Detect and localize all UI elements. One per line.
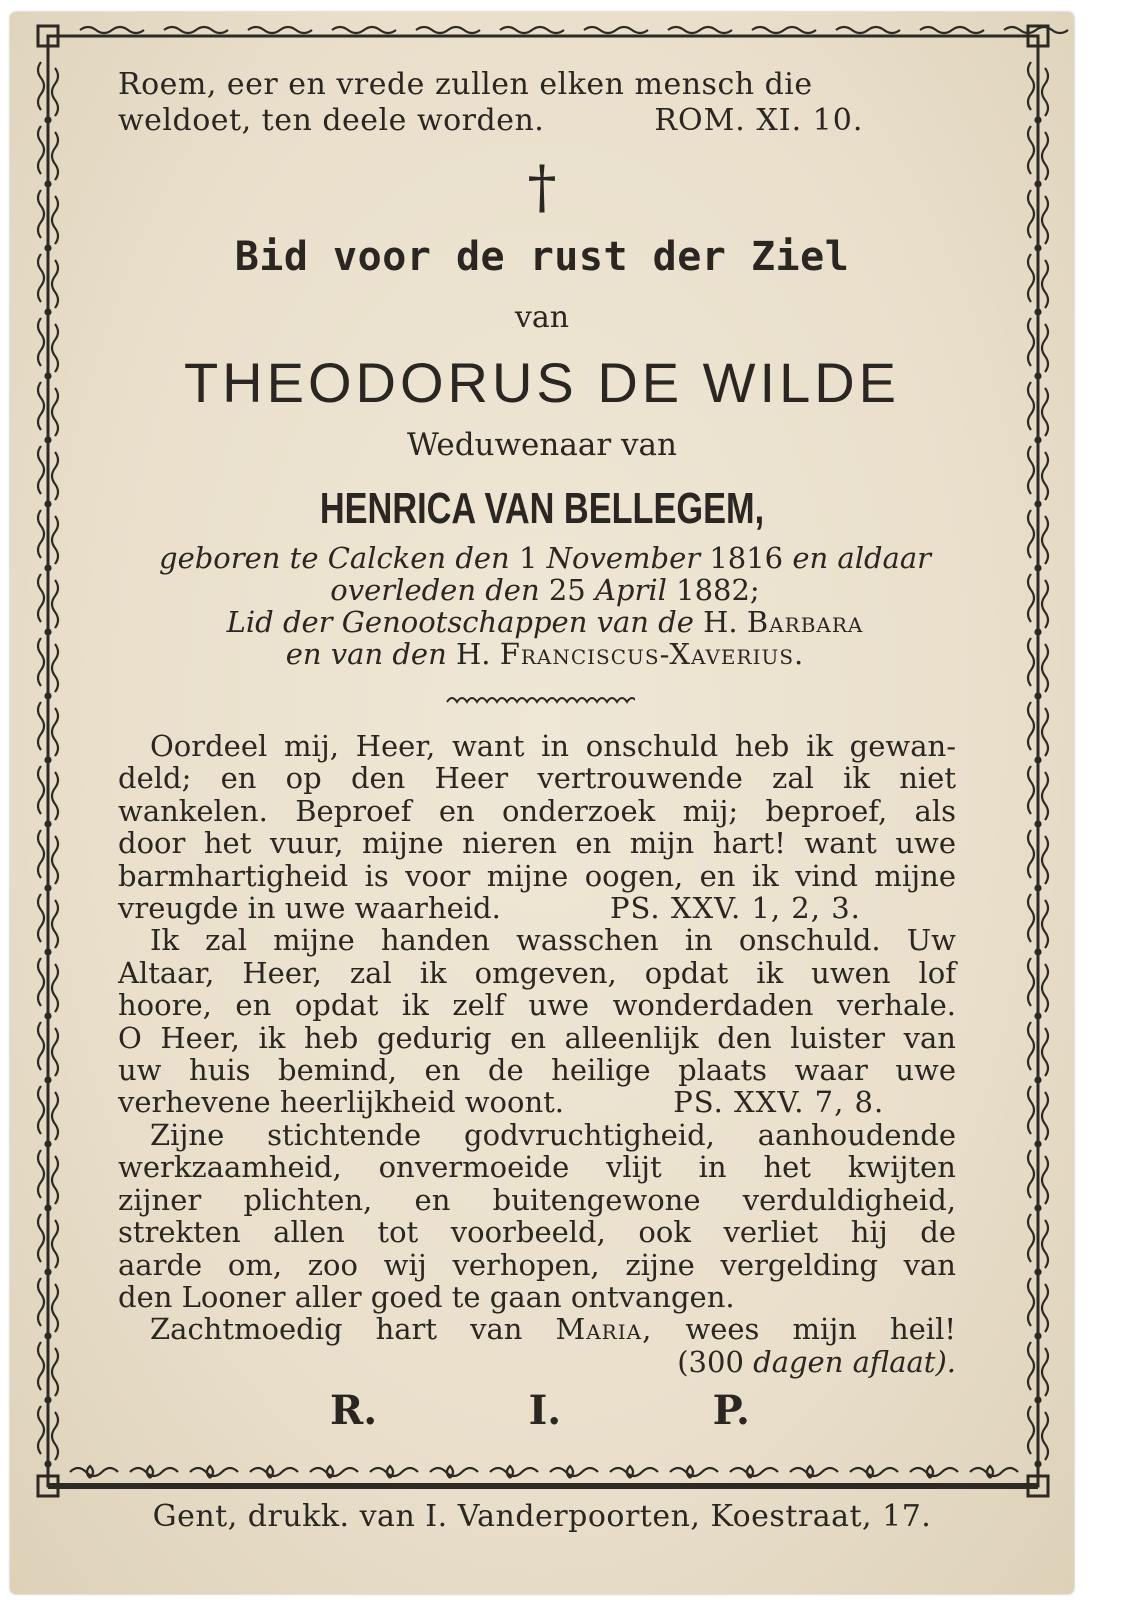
born-year: 1816 [709,541,784,575]
psalm-line: Altaar, Heer, zal ik omgeven, opdat ik uwen lof [118,955,956,990]
psalm-line: uw huis bemind, en de heilige plaats waar uwe [118,1053,956,1088]
printer-imprint: Gent, drukk. van I. Vanderpoorten, Koestraat, 17. [152,1499,932,1534]
saint1-name: Barbara [746,605,864,639]
died-prefix: overleden den [330,573,540,607]
border-ornament [38,510,44,558]
psalm-line: deld; en op den Heer vertrouwende zal ik niet [118,761,956,796]
prayer-heading: Bid voor de rust der Ziel [234,234,850,280]
border-ornament [38,1406,44,1454]
psalm-line: Oordeel mij, Heer, want in onschuld heb ik gewan- [150,729,956,763]
border-ornament [38,1086,44,1134]
border-ornament [1042,1220,1048,1268]
epigraph-reference: ROM. XI. 10. [654,103,864,138]
born-day: 1 [518,541,538,575]
prayer-name: Maria, [555,1312,653,1347]
border-ornament [52,644,58,692]
border-ornament [52,964,58,1012]
border-ornament [38,1278,44,1326]
born-month: November [546,541,701,575]
border-ornament [38,958,44,1006]
border-ornament [52,1092,58,1140]
psalm-line: Ik zal mijne handen wasschen in onschuld. Uw [150,923,956,958]
epigraph-line-2: weldoet, ten deele worden. [118,103,545,138]
psalm-reference-1: PS. XXV. 1, 2, 3. [610,891,861,926]
indulgence-line [118,1346,956,1378]
wave-divider-icon [445,692,635,708]
border-ornament [1042,644,1048,692]
indulgence-number: (300 [677,1344,744,1379]
tribute-line: aarde om, zoo wij verhopen, zijne vergelding van [118,1247,956,1282]
border-ornament [1042,1028,1048,1076]
border-ornament [1028,830,1034,878]
psalm-text [118,730,956,1378]
border-ornament [332,27,396,33]
tribute-line: werkzaamheid, onvermoeide vlijt in het kwijten [118,1150,956,1185]
van-line: van [514,300,570,335]
border-ornament [668,27,732,33]
border-ornament [52,1028,58,1076]
member-prefix: Lid der Genootschappen van de [226,605,694,639]
psalm-line: vreugde in uwe waarheid. [118,891,501,926]
deceased-name: THEODORUS DE WILDE [183,351,901,414]
border-ornament [1028,1086,1034,1134]
border-ornament [38,62,44,110]
epigraph [118,67,968,139]
border-ornament [1028,958,1034,1006]
border-ornament [38,1150,44,1198]
border-ornament [1042,516,1048,564]
border-ornament [1028,1342,1034,1390]
psalm-reference-2: PS. XXV. 7, 8. [673,1085,885,1120]
psalm-line: barmhartigheid is voor mijne oogen, en ik vind mijne [118,858,956,893]
border-ornament [52,772,58,820]
border-ornament [1028,702,1034,750]
born-suffix: en aldaar [792,541,931,575]
and-prefix: en van den [285,637,447,671]
border-ornament [52,1348,58,1396]
border-ornament [38,1022,44,1070]
border-ornament [38,766,44,814]
border-ornament [248,27,312,33]
tribute-line: zijner plichten, en buitengewone verduldigheid, [118,1182,956,1217]
border-ornament [52,1156,58,1204]
border-ornament [1028,638,1034,686]
psalm-line: O Heer, ik heb gedurig en alleenlijk den luister van [118,1020,956,1055]
border-ornament [1028,1278,1034,1326]
prayer-suffix: wees mijn heil! [685,1312,957,1347]
psalm-line: hoore, en opdat ik zelf uwe wonderdaden verhale. [118,988,956,1023]
saint2-title: H. [455,637,491,671]
border-ornament [164,27,228,33]
border-ornament [1028,1022,1034,1070]
rip-letter: R. [330,1387,378,1434]
border-ornament [52,900,58,948]
border-ornament [1042,836,1048,884]
border-ornament [1042,1284,1048,1332]
border-ornament [38,1342,44,1390]
prayer-line [118,1313,956,1345]
border-ornament [1028,62,1034,110]
border-ornament [38,894,44,942]
border-ornament [52,836,58,884]
tribute-line: strekten allen tot voorbeeld, ook verliet hij de [118,1215,956,1250]
cross-icon: † [527,153,557,221]
border-ornament [38,702,44,750]
border-ornament [52,1284,58,1332]
tribute-line: Zijne stichtende godvruchtigheid, aanhoudende [150,1117,956,1152]
border-ornament [752,27,816,33]
widower-line: Weduwenaar van [407,427,677,463]
rip-letter: P. [712,1387,750,1434]
border-ornament [1028,510,1034,558]
border-ornament [500,27,564,33]
indulgence-text: dagen aflaat). [753,1344,956,1379]
memorial-card [10,12,1074,1594]
psalm-line: verhevene heerlijkheid woont. [118,1085,565,1120]
border-ornament [836,27,900,33]
spouse-name: HENRICA VAN BELLEGEM, [319,484,765,533]
border-ornament [1028,574,1034,622]
border-ornament [1028,894,1034,942]
border-ornament [584,27,648,33]
tribute-line: den Looner aller goed te gaan ontvangen. [118,1279,735,1314]
saint2-name: Franciscus-Xaverius. [499,637,805,671]
psalm-line: wankelen. Beproef en onderzoek mij; beproef, als [118,793,956,828]
border-ornament [1042,1412,1048,1460]
border-ornament [1042,708,1048,756]
border-ornament [52,708,58,756]
border-ornament [1042,772,1048,820]
border-ornament [38,1214,44,1262]
saint1-title: H. [703,605,738,639]
border-ornament [1042,1348,1048,1396]
border-ornament [1028,1214,1034,1262]
rip-letter: I. [528,1387,562,1434]
border-ornament [52,1220,58,1268]
born-prefix: geboren te Calcken den [159,541,510,575]
border-ornament [1042,964,1048,1012]
border-ornament [1042,1156,1048,1204]
epigraph-line-1: Roem, eer en vrede zullen elken mensch die [118,67,813,102]
died-year: 1882; [676,573,760,607]
biography [110,542,980,670]
border-ornament [1028,1150,1034,1198]
border-ornament [920,27,984,33]
border-ornament [1042,1092,1048,1140]
died-month: April [594,573,667,607]
border-ornament [52,580,58,628]
border-ornament [1042,68,1048,116]
border-ornament [52,1412,58,1460]
border-ornament [52,516,58,564]
border-ornament [416,27,480,33]
border-ornament [52,68,58,116]
rip [330,1387,750,1434]
border-ornament [1004,27,1068,33]
border-ornament [38,638,44,686]
border-ornament [1028,1406,1034,1454]
psalm-line: door het vuur, mijne nieren en mijn hart! want uwe [118,826,956,861]
border-ornament [1028,766,1034,814]
border-ornament [1042,580,1048,628]
prayer-prefix: Zachtmoedig hart van [150,1312,523,1347]
border-ornament [80,27,144,33]
border-ornament [38,830,44,878]
border-ornament [38,574,44,622]
border-ornament [1042,900,1048,948]
died-day: 25 [548,573,586,607]
